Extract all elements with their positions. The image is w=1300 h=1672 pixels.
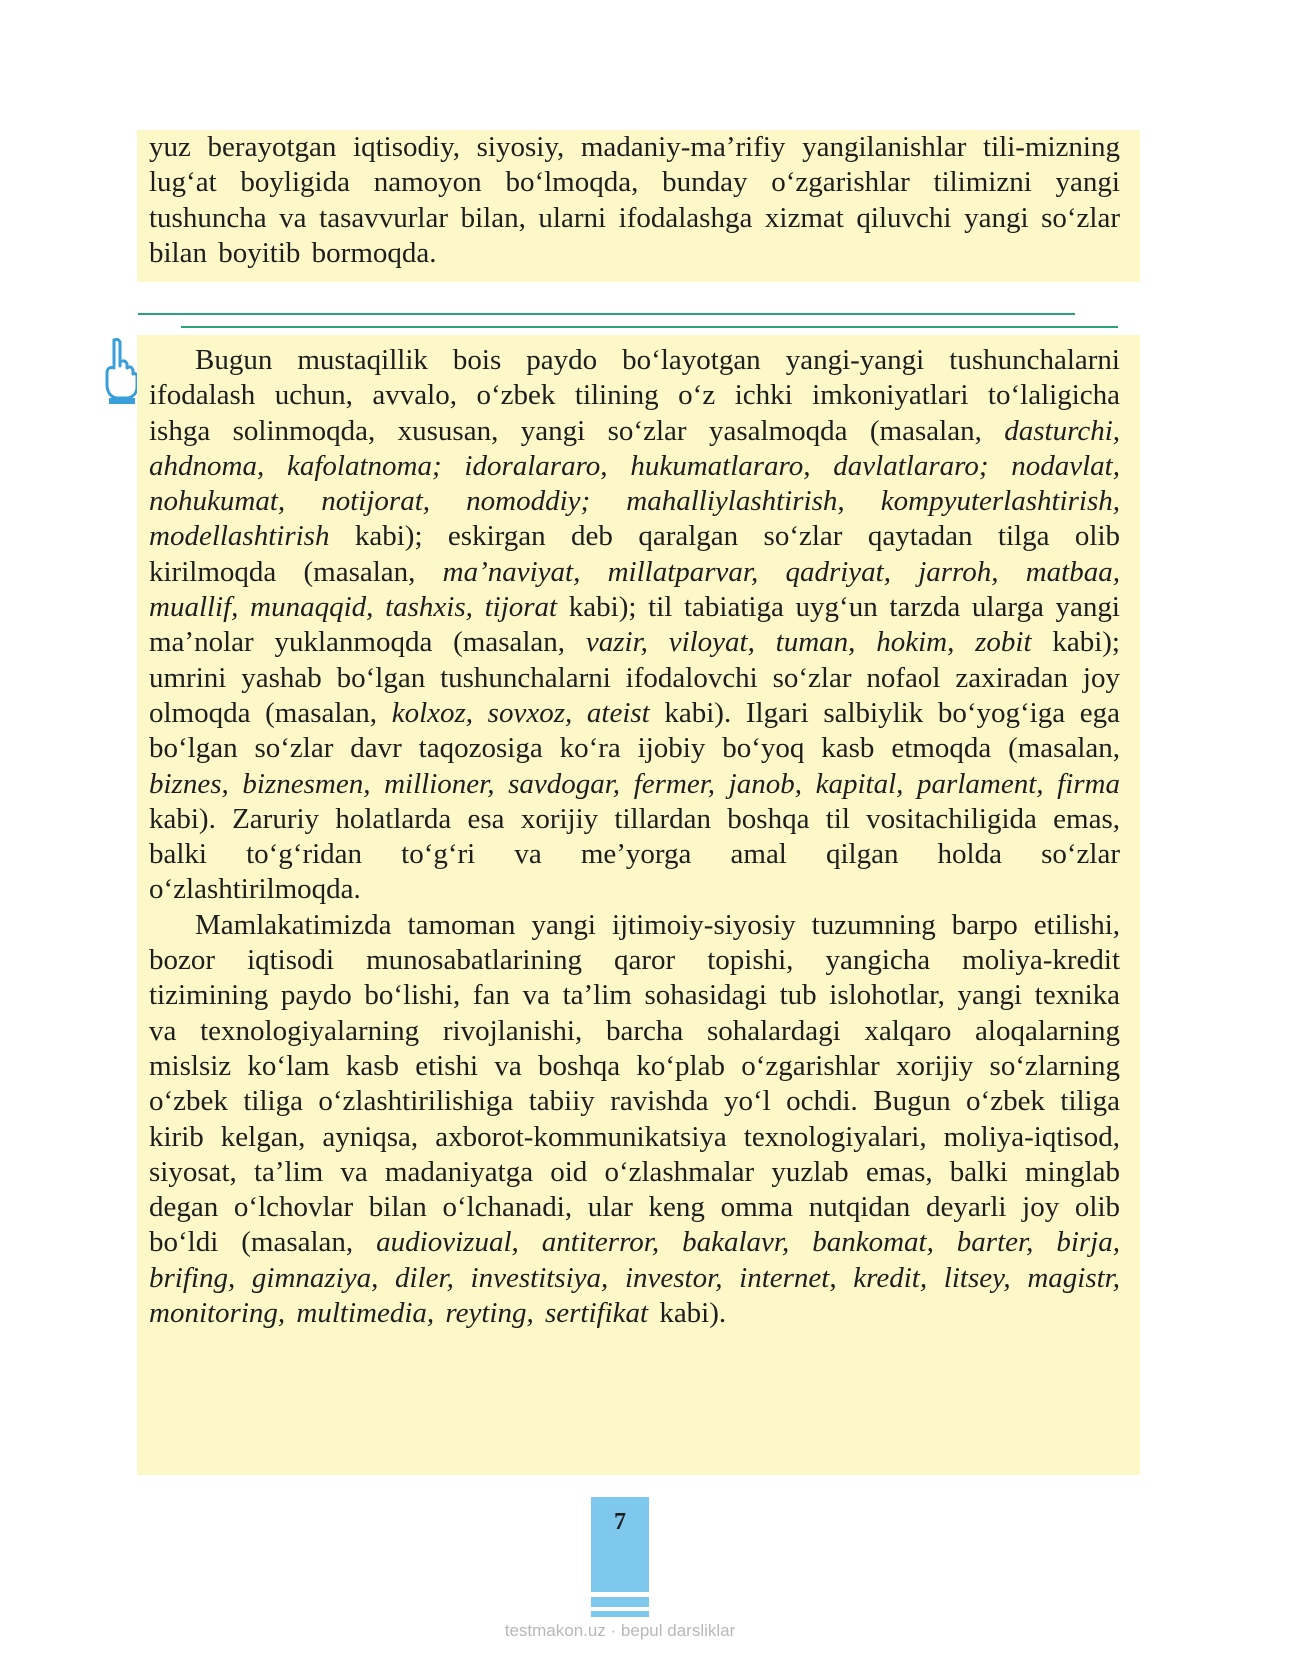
intro-paragraph: yuz berayotgan iqtisodiy, siyosiy, madaniy-ma’rifiy yangilanishlar tili-mizning lug‘at boyligida namoyon bo‘lmoqda, bunday o‘zgarishlar tilimizni yangi tushuncha va tasavvurlar bilan, ularni ifodalashga xizmat qiluvchi yangi so‘zlar bilan boyitib bormoqda. (149, 131, 1120, 269)
watermark: testmakon.uz · bepul darsliklar (504, 1621, 736, 1640)
paragraph-2: Mamlakatimizda tamoman yangi ijtimoiy-siyosiy tuzumning barpo etilishi, bozor iqtisodi munosabatlarining qaror topishi, yangicha moliya-kredit tizimining paydo bo‘lishi, fan va ta’lim sohasidagi tub islohotlar, yangi texnika va texnologiyalarning rivojlanishi, barcha sohalardagi xalqaro aloqalarning mislsiz ko‘lam kasb etishi va boshqa ko‘plab o‘zgarishlar xorijiy so‘zlarning o‘zbek tiliga o‘zlashtirilishiga tabiiy ravishda yo‘l ochdi. Bugun o‘zbek tiliga kirib kelgan, ayniqsa, axborot-kommunikatsiya texnologiyalari, moliya-iqtisod, siyosat, ta’lim va madaniyatga oid o‘zlashmalar yuzlab emas, balki minglab degan o‘lchovlar bilan o‘lchanadi, ular keng omma nutqidan deyarli joy olib bo‘ldi (masalan, audiovizual, antiterror, bakalavr, bankomat, barter, birja, brifing, gimnaziya, diler, investitsiya, investor, internet, kredit, litsey, magistr, monitoring, multimedia, reyting, sertifikat kabi). (149, 908, 1120, 1330)
intro-text-box (137, 130, 1140, 282)
tab-stripe (591, 1611, 649, 1617)
paragraph-1: Bugun mustaqillik bois paydo bo‘layotgan yangi-yangi tushunchalarni ifodalash uchun, avvalo, o‘zbek tilining o‘z ichki imkoniyatlari to‘laligicha ishga solinmoqda, xususan, yangi so‘zlar yasalmoqda (masalan, dasturchi, ahdnoma, kafolatnoma; idoralararo, hukumatlararo, davlatlararo; nodavlat, nohukumat, notijorat, nomoddiy; mahalliylashtirish, kompyuterlashtirish, modellashtirish kabi); eskirgan deb qaralgan so‘zlar qaytadan tilga olib kirilmoqda (masalan, ma’naviyat, millatparvar, qadriyat, jarroh, matbaa, muallif, munaqqid, tashxis, tijorat kabi); til tabiatiga uyg‘un tarzda ularga yangi ma’nolar yuklanmoqda (masalan, vazir, viloyat, tuman, hokim, zobit kabi); umrini yashab bo‘lgan tushunchalarni ifodalovchi so‘zlar nofaol zaxiradan joy olmoqda (masalan, kolxoz, sovxoz, ateist kabi). Ilgari salbiylik bo‘yog‘iga ega bo‘lgan so‘zlar davr taqozosiga ko‘ra ijobiy bo‘yoq kasb etmoqda (masalan, biznes, biznesmen, millioner, savdogar, fermer, janob, kapital, parlament, firma kabi). Zaruriy holatlarda esa xorijiy tillardan boshqa til vositachiligida emas, balki to‘g‘ridan to‘g‘ri va me’yorga amal qilgan holda so‘zlar o‘zlashtirilmoqda. (149, 344, 1120, 906)
section-divider-bottom (181, 326, 1118, 328)
main-text-box (137, 335, 1140, 1475)
pointing-hand-icon (100, 336, 140, 406)
section-divider-top (138, 313, 1075, 315)
tab-stripe (591, 1597, 649, 1607)
page-number: 7 (614, 1509, 626, 1535)
